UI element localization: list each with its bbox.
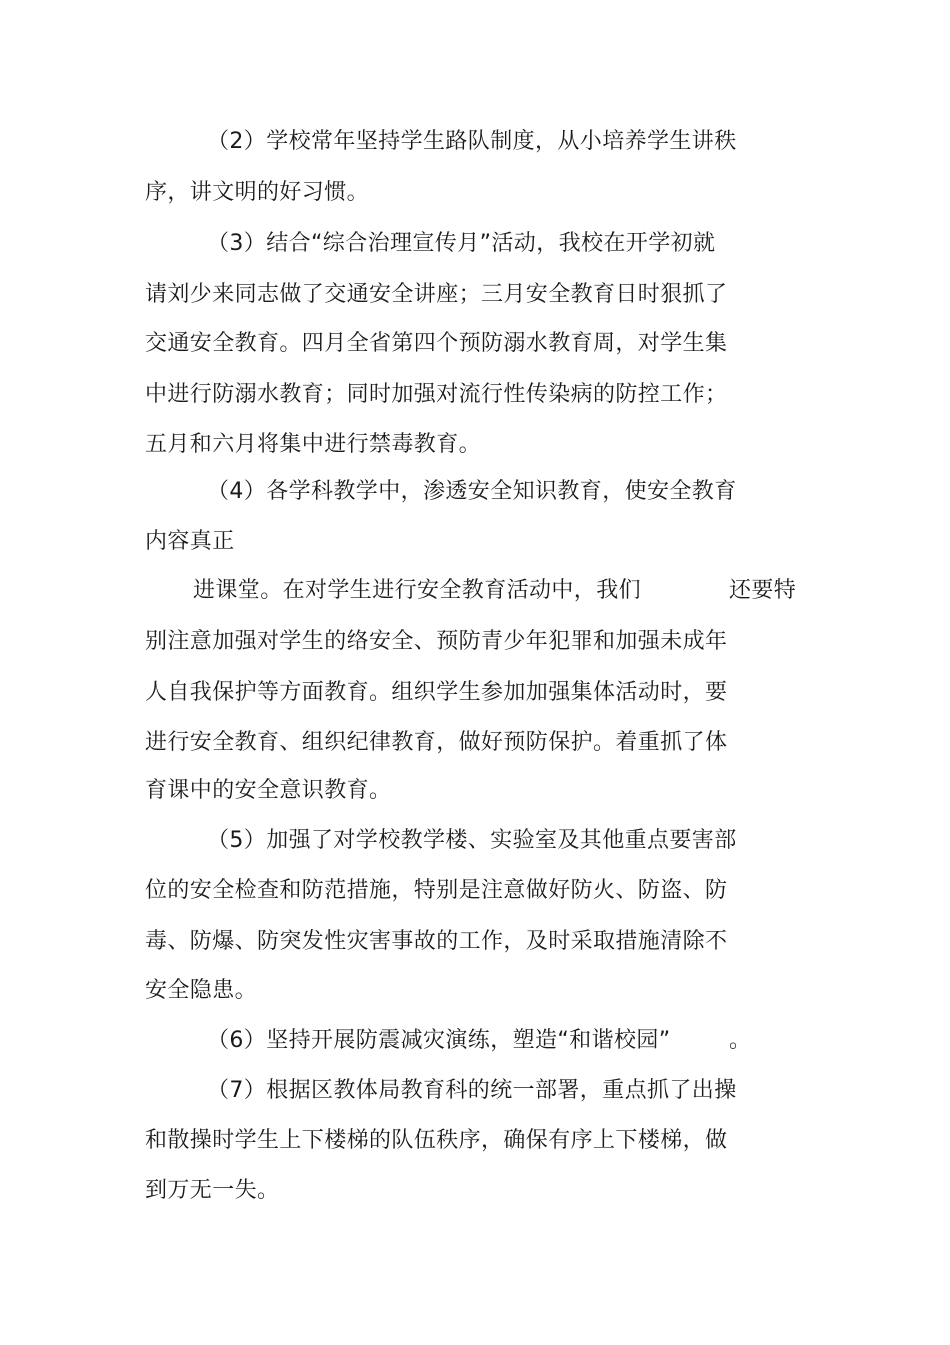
text-line: （4）各学科教学中，渗透安全知识教育，使安全教育 bbox=[207, 479, 737, 504]
text-line: 序，讲文明的好习惯。 bbox=[145, 180, 370, 205]
text-line: 请刘少来同志做了交通安全讲座；三月安全教育日时狠抓了 bbox=[145, 282, 728, 307]
text-line: 毒、防爆、防突发性灾害事故的工作，及时采取措施清除不 bbox=[145, 929, 728, 954]
text-line: 还要特 bbox=[729, 578, 797, 603]
text-line: 内容真正 bbox=[145, 529, 235, 554]
text-line: （6）坚持开展防震减灾演练，塑造“和谐校园” bbox=[207, 1028, 671, 1053]
text-line: 育课中的安全意识教育。 bbox=[145, 778, 392, 803]
text-line: 到万无一失。 bbox=[145, 1178, 280, 1203]
text-line: 别注意加强对学生的络安全、预防青少年犯罪和加强未成年 bbox=[145, 629, 728, 654]
text-line: 进课堂。在对学生进行安全教育活动中，我们 bbox=[193, 578, 642, 603]
text-line: 人自我保护等方面教育。组织学生参加加强集体活动时，要 bbox=[145, 680, 728, 705]
text-line: 和散操时学生上下楼梯的队伍秩序，确保有序上下楼梯，做 bbox=[145, 1128, 728, 1153]
text-line: （5）加强了对学校教学楼、实验室及其他重点要害部 bbox=[207, 828, 737, 853]
text-line: 位的安全检查和防范措施，特别是注意做好防火、防盗、防 bbox=[145, 878, 728, 903]
text-line: 中进行防溺水教育；同时加强对流行性传染病的防控工作； bbox=[145, 382, 728, 407]
text-line: 。 bbox=[729, 1028, 752, 1053]
text-line: 五月和六月将集中进行禁毒教育。 bbox=[145, 432, 482, 457]
text-line: 进行安全教育、组织纪律教育，做好预防保护。着重抓了体 bbox=[145, 730, 728, 755]
text-line: 安全隐患。 bbox=[145, 978, 258, 1003]
text-line: （7）根据区教体局教育科的统一部署，重点抓了出操 bbox=[207, 1078, 737, 1103]
text-line: （2）学校常年坚持学生路队制度，从小培养学生讲秩 bbox=[207, 129, 737, 154]
text-line: （3）结合“综合治理宣传月”活动，我校在开学初就 bbox=[207, 231, 716, 256]
text-line: 交通安全教育。四月全省第四个预防溺水教育周，对学生集 bbox=[145, 331, 728, 356]
